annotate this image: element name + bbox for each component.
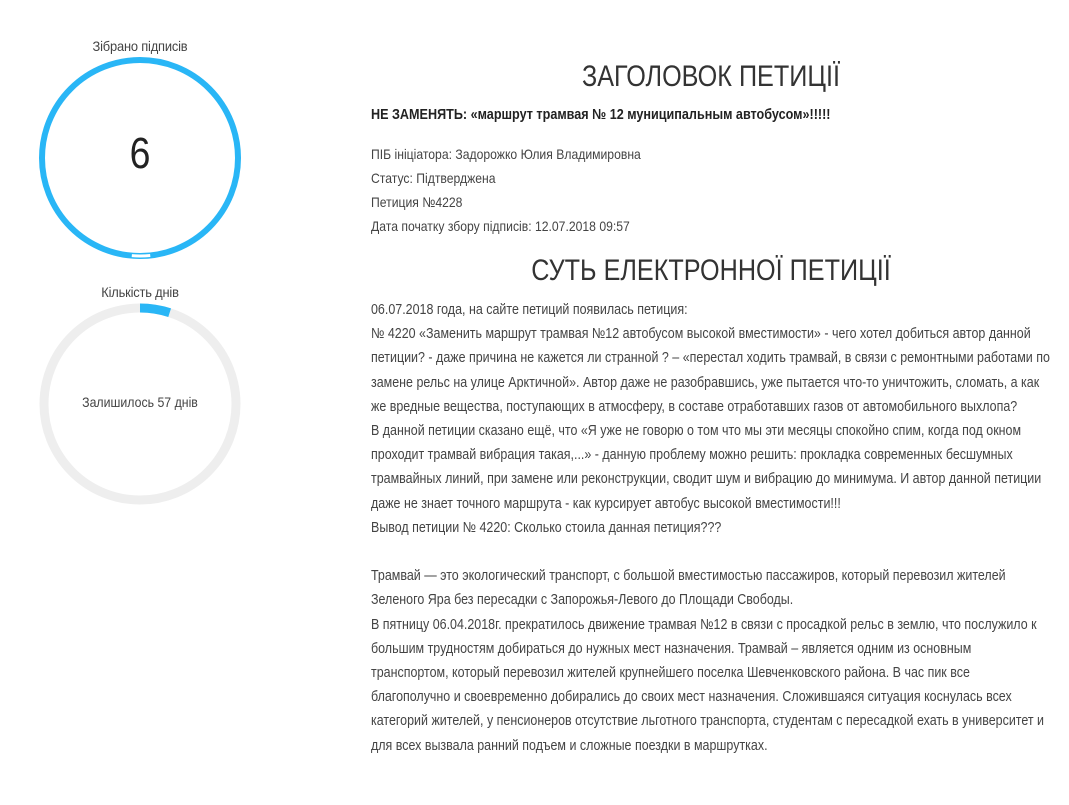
stats-sidebar: [38, 36, 242, 506]
petition-content: [371, 56, 1051, 758]
petition-heading: ЗАГОЛОВОК ПЕТИЦІЇ: [581, 60, 841, 93]
start-date: Дата початку збору підписів: 12.07.2018 09:57: [371, 218, 630, 234]
paragraph: Трамвай — это экологический транспорт, с большой вместимостью пассажиров, который перевозил жителей Зеленого Яра без пересадки с Запорожья-Левого до Площади Свободы.: [371, 568, 1006, 609]
days-gauge: [38, 302, 242, 506]
petition-title: НЕ ЗАМЕНЯТЬ: «маршрут трамвая № 12 муниципальным автобусом»!!!!!: [371, 107, 831, 123]
signatures-gauge: [38, 56, 242, 260]
initiator: ПІБ ініціатора: Задорожко Юлия Владимировна: [371, 146, 641, 162]
signatures-count: 6: [129, 129, 151, 178]
petition-body: [371, 298, 1050, 758]
paragraph: Вывод петиции № 4220: Сколько стоила данная петиция???: [371, 519, 722, 536]
paragraph: В пятницу 06.04.2018г. прекратилось движение трамвая №12 в связи с просадкой рельс в землю, что послужило к большим трудностям добираться до нужных мест назначения. Трамвай – является одним из основным транспортом, который перевозил жителей крупнейшего поселка Шевченковского района. В час пик все благополучно и своевременно добирались до своих мест назначения. Сложившаяся ситуация коснулась всех категорий жителей, у пенсионеров отсутствие льготного транспорта, студентам с пересадкой ехать в университет и для всех вызвала ранний подъем и сложные поездки в маршрутках.: [371, 616, 1045, 754]
days-remaining: Залишилось 57 днів: [82, 394, 198, 410]
paragraph: В данной петиции сказано ещё, что «Я уже не говорю о том что мы эти месяцы спокойно спим, когда под окном проходит трамвай вибрация такая,...» - данную проблему можно решить: прокладка современных бесшумных трамвайных линий, при замене или реконструкции, сводит шум и вибрацию до минимума. И автор данной петиции даже не знает точного маршрута - как курсирует автобус высокой вместимости!!!: [371, 423, 1042, 512]
essence-heading: СУТЬ ЕЛЕКТРОННОЇ ПЕТИЦІЇ: [531, 254, 891, 287]
signatures-label: Зібрано підписів: [92, 38, 188, 54]
paragraph: № 4220 «Заменить маршрут трамвая №12 автобусом высокой вместимости» - чего хотел добиться автор данной петиции? - даже причина не кажется ли странной ? – «перестал ходить трамвай, в связи с ремонтными работами по замене рельс на улице Арктичной». Автор даже не разобравшись, уже пытается что-то уничтожить, сломать, а как же вредные вещества, поступающих в атмосферу, в составе отработавших газов от автомобильного выхлопа?: [371, 326, 1050, 415]
paragraph-gap: [371, 540, 1050, 564]
status: Статус: Підтверджена: [371, 170, 496, 186]
days-label: Кількість днів: [101, 284, 179, 300]
petition-number: Петиция №4228: [371, 194, 463, 210]
paragraph: 06.07.2018 года, на сайте петиций появилась петиция:: [371, 302, 688, 318]
